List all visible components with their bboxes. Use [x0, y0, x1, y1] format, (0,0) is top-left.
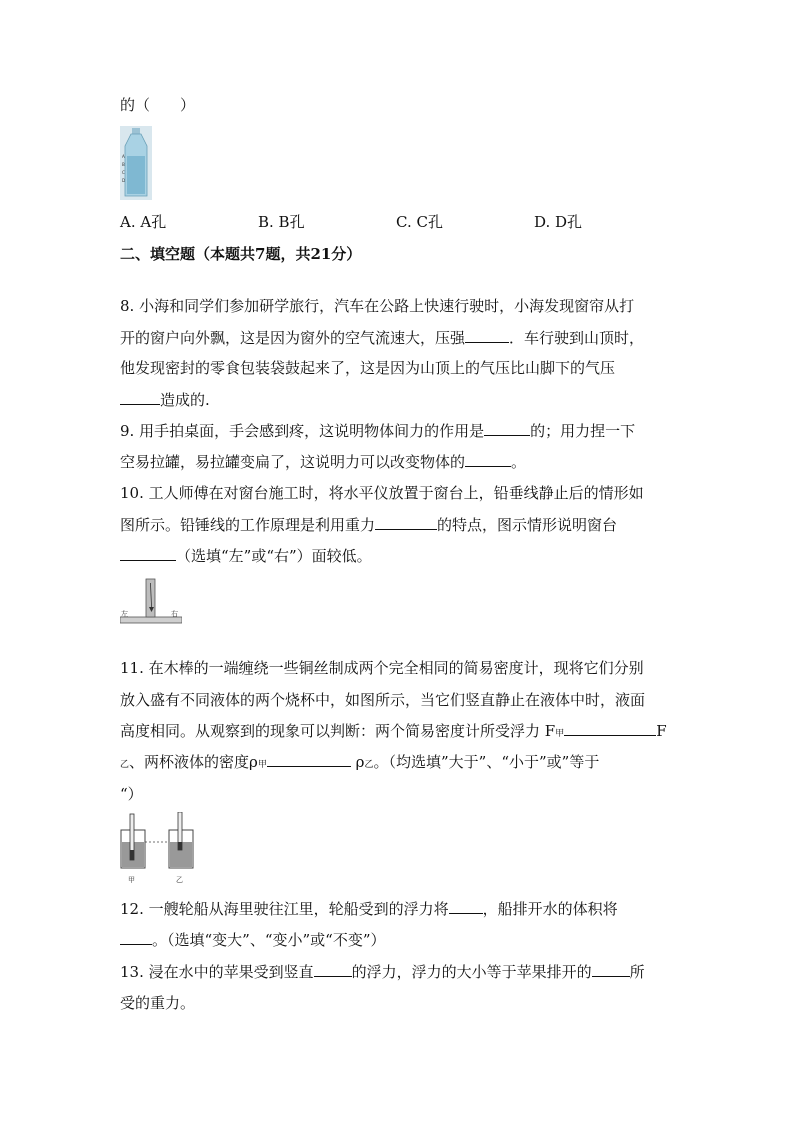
q11-line5: “）	[120, 785, 143, 803]
q13-text: 的浮力，浮力的大小等于苹果排开的	[351, 963, 592, 981]
q12-text: 12. 一艘轮船从海里驶往江里，轮船受到的浮力将	[120, 900, 449, 918]
q8-text: 开的窗户向外飘，这是因为窗外的空气流速大，压强	[120, 329, 466, 347]
q11-text: 高度相同。从观察到的现象可以判断：两个简易密度计所受浮力 F	[120, 722, 556, 740]
answer-blank[interactable]	[592, 962, 630, 977]
hole-label-b: B	[122, 162, 125, 167]
fig-right-label: 右	[171, 610, 178, 618]
answer-blank[interactable]	[484, 421, 530, 436]
option-d: D. D孔	[534, 213, 583, 231]
hole-label-a: A	[122, 154, 125, 159]
q11-line2: 放入盛有不同液体的两个烧杯中，如图所示，当它们竖直静止在液体中时，液面	[120, 691, 646, 709]
answer-blank[interactable]	[465, 328, 509, 343]
answer-blank[interactable]	[449, 899, 483, 914]
q9-text: 。	[511, 453, 527, 471]
answer-blank[interactable]	[120, 390, 160, 405]
question-fragment: 的（ ）	[120, 96, 196, 114]
q12-line1	[120, 899, 618, 919]
q8-line2	[120, 328, 644, 348]
q11-line3	[120, 721, 667, 744]
answer-blank[interactable]	[465, 452, 511, 467]
option-b: B. B孔	[258, 213, 305, 231]
q9-line2	[120, 452, 526, 472]
bottle-figure	[120, 126, 152, 200]
q11-line1: 11. 在木棒的一端缠绕一些铜丝制成两个完全相同的简易密度计，现将它们分别	[120, 659, 644, 677]
q9-text: 9. 用手拍桌面，手会感到疼，这说明物体间力的作用是	[120, 422, 485, 440]
q13-text: 13. 浸在水中的苹果受到竖直	[120, 963, 314, 981]
option-c: C. C孔	[396, 213, 443, 231]
answer-blank[interactable]	[375, 515, 437, 530]
answer-blank[interactable]	[564, 721, 656, 736]
answer-blank[interactable]	[314, 962, 352, 977]
q8-text: 造成的.	[160, 391, 210, 409]
q11-subscript: 乙	[120, 760, 130, 770]
q10-text: 图所示。铅锤线的工作原理是利用重力	[120, 516, 376, 534]
q10-text: （选填“左”或“右”）面较低。	[176, 547, 372, 565]
beakers-figure	[118, 812, 198, 886]
q13-line2: 受的重力。	[120, 994, 196, 1012]
fig-yi-label: 乙	[176, 876, 183, 884]
q13-text: 所	[629, 963, 645, 981]
q10-line3	[120, 546, 372, 566]
fig-jia-label: 甲	[128, 876, 135, 884]
hole-label-d: D	[122, 178, 126, 183]
q11-text: 。（均选填”大于”、“小于”或”等于	[373, 753, 600, 771]
q11-subscript: 乙	[364, 760, 374, 770]
q9-line1	[120, 421, 635, 441]
answer-blank[interactable]	[120, 930, 152, 945]
q11-subscript: 甲	[555, 729, 565, 739]
section-heading: 二、填空题（本题共7题，共21分）	[120, 245, 362, 263]
q9-text: 空易拉罐，易拉罐变扁了，这说明力可以改变物体的	[120, 453, 466, 471]
q8-line4	[120, 390, 210, 410]
q11-text: F	[656, 722, 667, 740]
answer-blank[interactable]	[120, 546, 176, 561]
q13-line1	[120, 962, 645, 982]
level-figure	[120, 577, 182, 627]
q10-line1: 10. 工人师傅在对窗台施工时，将水平仪放置于窗台上，铅垂线静止后的情形如	[120, 484, 644, 502]
option-a: A. A孔	[120, 213, 167, 231]
q10-text: 的特点，图示情形说明窗台	[437, 516, 618, 534]
q10-line2	[120, 515, 617, 535]
q11-text: ρ	[355, 753, 365, 771]
q8-text: ．车行驶到山顶时，	[509, 329, 645, 347]
fig-left-label: 左	[121, 610, 128, 618]
q8-line1: 8. 小海和同学们参加研学旅行，汽车在公路上快速行驶时，小海发现窗帘从打	[120, 297, 635, 315]
q12-text: ，船排开水的体积将	[482, 900, 618, 918]
q11-text: 、两杯液体的密度ρ	[129, 753, 258, 771]
q8-line3: 他发现密封的零食包装袋鼓起来了，这是因为山顶上的气压比山脚下的气压	[120, 359, 616, 377]
q11-subscript: 甲	[257, 760, 267, 770]
q12-text: 。（选填“变大”、“变小”或“不变”）	[152, 931, 386, 949]
q9-text: 的；用力捏一下	[530, 422, 636, 440]
hole-label-c: C	[122, 170, 125, 175]
answer-blank[interactable]	[267, 752, 351, 767]
q12-line2	[120, 930, 386, 950]
q11-line4	[120, 752, 599, 775]
